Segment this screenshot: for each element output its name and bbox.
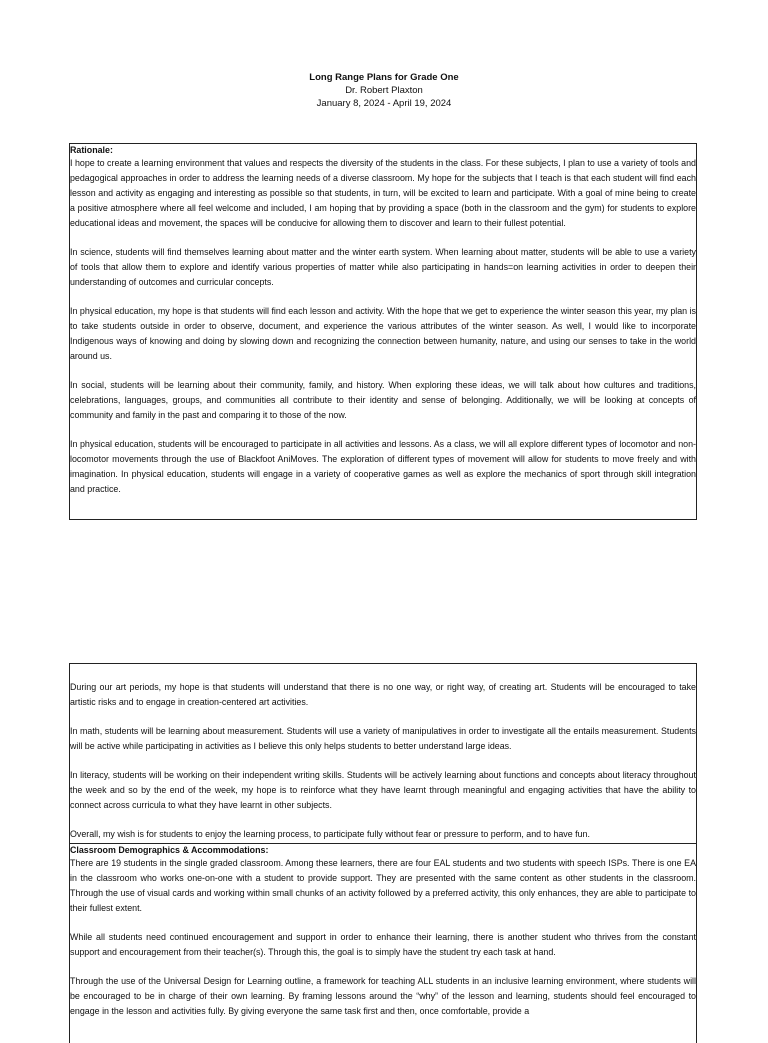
demographics-label: Classroom Demographics & Accommodations: — [70, 845, 269, 855]
support-paragraph: While all students need continued encouragement and support in order to enhance their learning, there is another student who thrives from the constant support and encouragement from their teacher(s). Through this, the goal is to simply have the student try each task at hand. — [70, 932, 696, 957]
rationale-section — [69, 143, 697, 520]
author-name: Dr. Robert Plaxton — [345, 85, 423, 96]
literacy-paragraph: In literacy, students will be working on their independent writing skills. Students will be actively learning about functions and concepts about literacy throughout the week and so by the end of the week, my hope is to reinforce what they have learnt through meaningful and engaging activities that have the ability to connect across curricula to what they have learnt in other subjects. — [70, 770, 696, 810]
rationale-continued-section — [69, 663, 697, 844]
math-paragraph: In math, students will be learning about measurement. Students will use a variety of manipulatives in order to investigate all the entails measurement. Students will be active while participating in activities as I believe this only helps students to better understand large ideas. — [70, 726, 696, 751]
overall-paragraph: Overall, my wish is for students to enjoy the learning process, to participate fully without fear or pressure to perform, and to have fun. — [70, 829, 590, 839]
document-title: Long Range Plans for Grade One — [309, 72, 459, 83]
demographics-paragraph: There are 19 students in the single graded classroom. Among these learners, there are four EAL students and two students with speech ISPs. There is one EA in the classroom who works one-on-one with a student to provide support. They are presented with the same content as other students in the classroom. Through the use of visual cards and working within small chunks of an activity followed by a preferred activity, this only enhances, they are able to participate to their fullest extent. — [70, 858, 696, 913]
rationale-label: Rationale: — [70, 145, 113, 155]
social-paragraph: In social, students will be learning about their community, family, and history. When exploring these ideas, we will talk about how cultures and traditions, celebrations, languages, groups, and communities all contribute to their identity and sense of belonging. Additionally, we will be looking at concepts of community and family in the past and comparing it to those of the now. — [70, 380, 696, 420]
udl-paragraph: Through the use of the Universal Design for Learning outline, a framework for teaching ALL students in an inclusive learning environment, where students will be encouraged to be in charge of their own learning. By framing lessons around the “why” of the lesson and learning, students should feel encouraged to engage in the lesson and activities fully. By giving everyone the same task first and then, once comfortable, provide a — [70, 976, 696, 1016]
science-paragraph: In science, students will find themselves learning about matter and the winter earth system. When learning about matter, students will be able to use a variety of tools that allow them to explore and identify various properties of matter while also participating in hands=on learning activities in order to deepen their understanding of outcomes and curricular concepts. — [70, 247, 696, 287]
document-header — [0, 71, 768, 110]
rationale-paragraph: I hope to create a learning environment that values and respects the diversity of the students in the class. For these subjects, I plan to use a variety of tools and pedagogical approaches in order to address the learning needs of a diverse classroom. My hope for the subjects that I teach is that each student will find each lesson and activity as engaging and interesting as possible so that students, in turn, will be excited to learn and participate. With a goal of mine being to create a positive atmosphere where all feel welcome and included, I am hoping that by providing a space (both in the classroom and the gym) for students to explore educational ideas and movement, the spaces will be conducive for allowing them to discover and learn to their fullest potential. — [70, 158, 696, 228]
physical-education-movement-paragraph: In physical education, students will be encouraged to participate in all activities and lessons. As a class, we will all explore different types of locomotor and non-locomotor movements through the use of Blackfoot AniMoves. The exploration of different types of movement will allow for students to move freely and with imagination. In physical education, students will engage in a variety of cooperative games as well as explore the mechanics of sport through skill integration and practice. — [70, 439, 696, 494]
art-paragraph: During our art periods, my hope is that students will understand that there is no one way, or right way, of creating art. Students will be encouraged to take artistic risks and to engage in creation-centered art activities. — [70, 682, 696, 707]
date-range: January 8, 2024 - April 19, 2024 — [316, 98, 452, 109]
physical-education-paragraph: In physical education, my hope is that students will find each lesson and activity. With the hope that we get to experience the winter season this year, my plan is to take students outside in order to observe, document, and experience the various attributes of the winter season. As well, I would like to incorporate Indigenous ways of knowing and doing by slowing down and recognizing the connection between humanity, nature, and using our senses to take in the world around us. — [70, 306, 696, 361]
demographics-section — [69, 843, 697, 1043]
